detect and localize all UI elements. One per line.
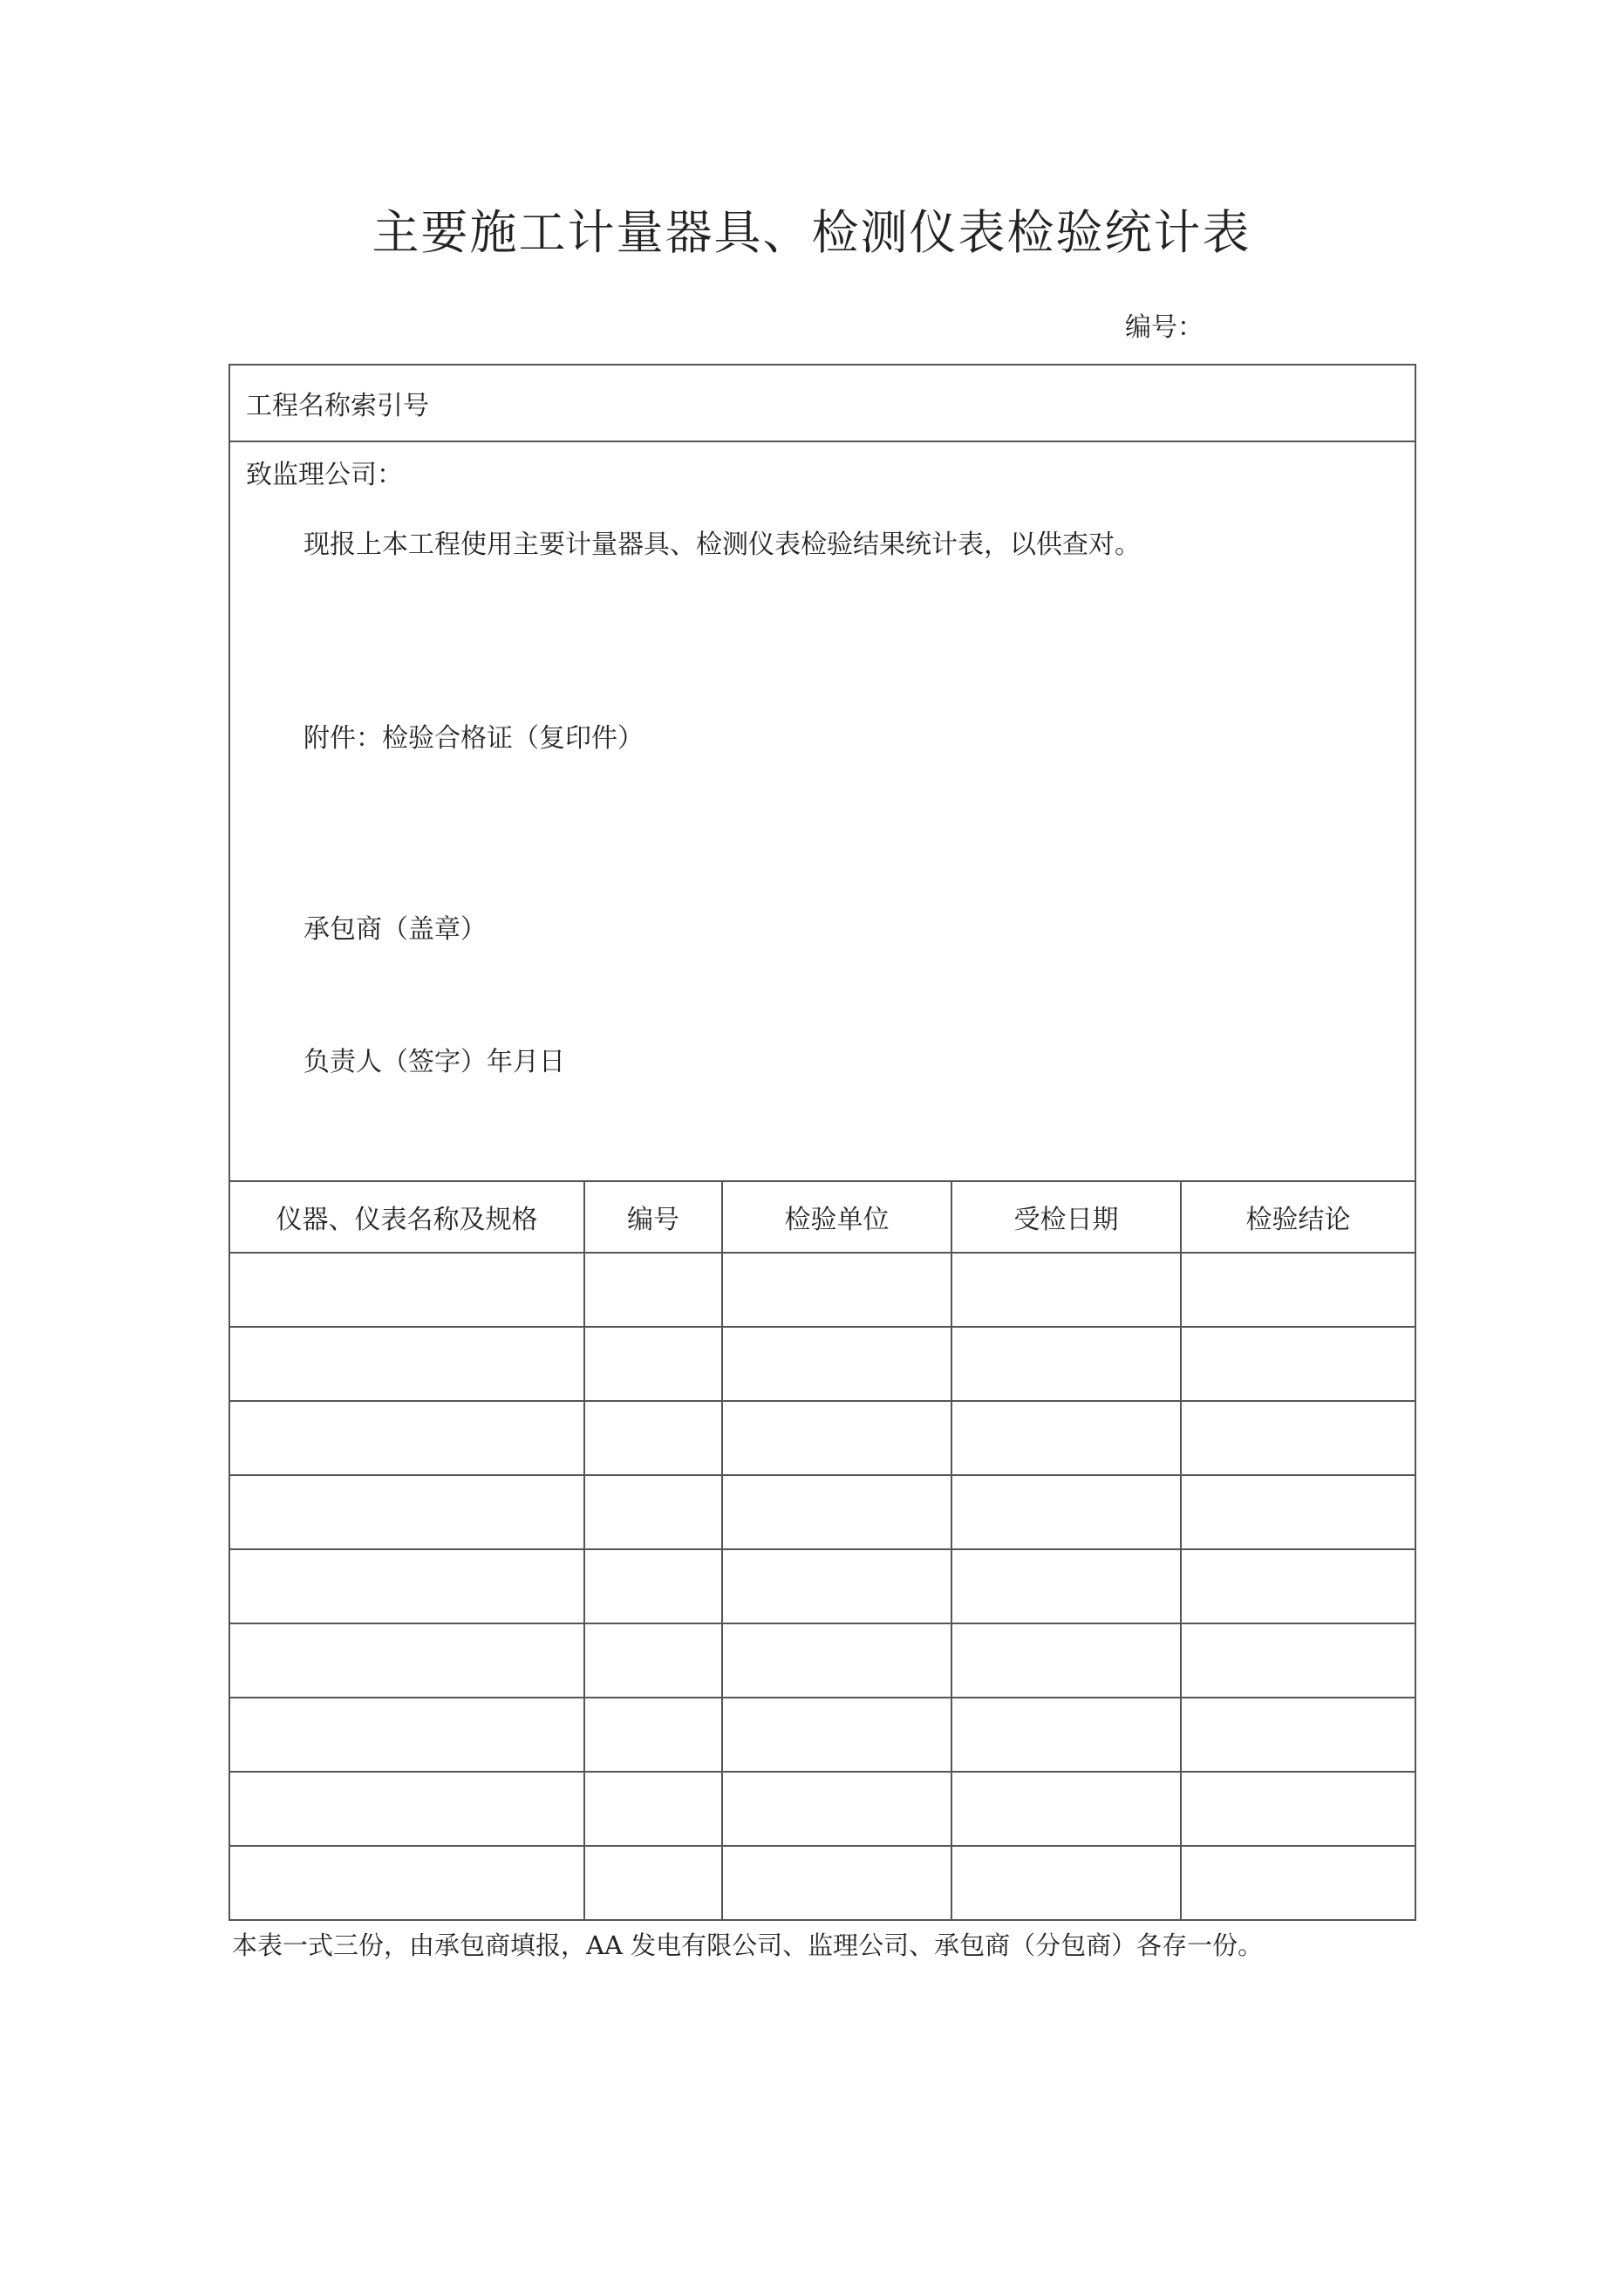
table-cell[interactable] [951,1846,1181,1920]
document-title: 主要施工计量器具、检测仪表检验统计表 [372,205,1251,260]
table-cell[interactable] [584,1549,722,1623]
project-row [229,365,1415,441]
table-cell[interactable] [722,1549,951,1623]
table-cell[interactable] [951,1327,1181,1401]
table-cell[interactable] [229,1846,584,1920]
table-header-row [229,1181,1415,1253]
inspection-form-table [228,364,1416,1921]
table-cell[interactable] [1181,1623,1415,1698]
table-row [229,1401,1415,1475]
table-cell[interactable] [951,1772,1181,1846]
project-name-label: 工程名称索引号 [246,391,429,421]
header-inspection-result: 检验结论 [1181,1181,1415,1253]
table-cell[interactable] [229,1698,584,1772]
table-cell[interactable] [951,1475,1181,1549]
table-row [229,1253,1415,1327]
responsible-signature-line: 负责人（签字）年月日 [303,1047,565,1077]
header-serial-number: 编号 [584,1181,722,1253]
table-cell[interactable] [229,1401,584,1475]
table-cell[interactable] [951,1623,1181,1698]
contractor-seal-line: 承包商（盖章） [303,914,487,945]
table-cell[interactable] [951,1401,1181,1475]
header-inspection-unit: 检验单位 [722,1181,951,1253]
table-cell[interactable] [1181,1327,1415,1401]
table-row [229,1475,1415,1549]
table-row [229,1698,1415,1772]
table-cell[interactable] [584,1772,722,1846]
table-cell[interactable] [229,1253,584,1327]
table-row [229,1772,1415,1846]
table-cell[interactable] [722,1475,951,1549]
table-cell[interactable] [1181,1253,1415,1327]
table-cell[interactable] [584,1846,722,1920]
table-cell[interactable] [584,1327,722,1401]
table-cell[interactable] [584,1698,722,1772]
table-cell[interactable] [584,1475,722,1549]
table-cell[interactable] [584,1623,722,1698]
table-cell[interactable] [951,1549,1181,1623]
header-instrument-name: 仪器、仪表名称及规格 [229,1181,584,1253]
table-cell[interactable] [229,1623,584,1698]
table-cell[interactable] [951,1698,1181,1772]
report-body-cell [229,441,1415,1181]
addressee-line: 致监理公司： [246,460,403,490]
table-row [229,1846,1415,1920]
project-name-cell[interactable] [229,365,1415,441]
table-row [229,1623,1415,1698]
table-cell[interactable] [722,1698,951,1772]
table-cell[interactable] [229,1327,584,1401]
table-cell[interactable] [584,1401,722,1475]
table-cell[interactable] [722,1253,951,1327]
table-cell[interactable] [1181,1698,1415,1772]
header-inspection-date: 受检日期 [951,1181,1181,1253]
table-row [229,1549,1415,1623]
table-cell[interactable] [722,1401,951,1475]
table-cell[interactable] [1181,1401,1415,1475]
table-cell[interactable] [722,1327,951,1401]
table-cell[interactable] [229,1475,584,1549]
table-row [229,1327,1415,1401]
table-cell[interactable] [951,1253,1181,1327]
table-cell[interactable] [722,1772,951,1846]
report-statement: 现报上本工程使用主要计量器具、检测仪表检验结果统计表，以供查对。 [303,530,1141,560]
attachment-line: 附件：检验合格证（复印件） [303,723,644,754]
table-cell[interactable] [722,1846,951,1920]
table-cell[interactable] [1181,1846,1415,1920]
table-cell[interactable] [1181,1475,1415,1549]
table-cell[interactable] [1181,1549,1415,1623]
table-cell[interactable] [1181,1772,1415,1846]
table-cell[interactable] [584,1253,722,1327]
table-cell[interactable] [229,1549,584,1623]
table-cell[interactable] [722,1623,951,1698]
document-number-label: 编号： [1125,312,1204,343]
report-body-row [229,441,1415,1181]
table-cell[interactable] [229,1772,584,1846]
footer-note: 本表一式三份，由承包商填报，AA 发电有限公司、监理公司、承包商（分包商）各存一份。 [232,1930,1264,1960]
